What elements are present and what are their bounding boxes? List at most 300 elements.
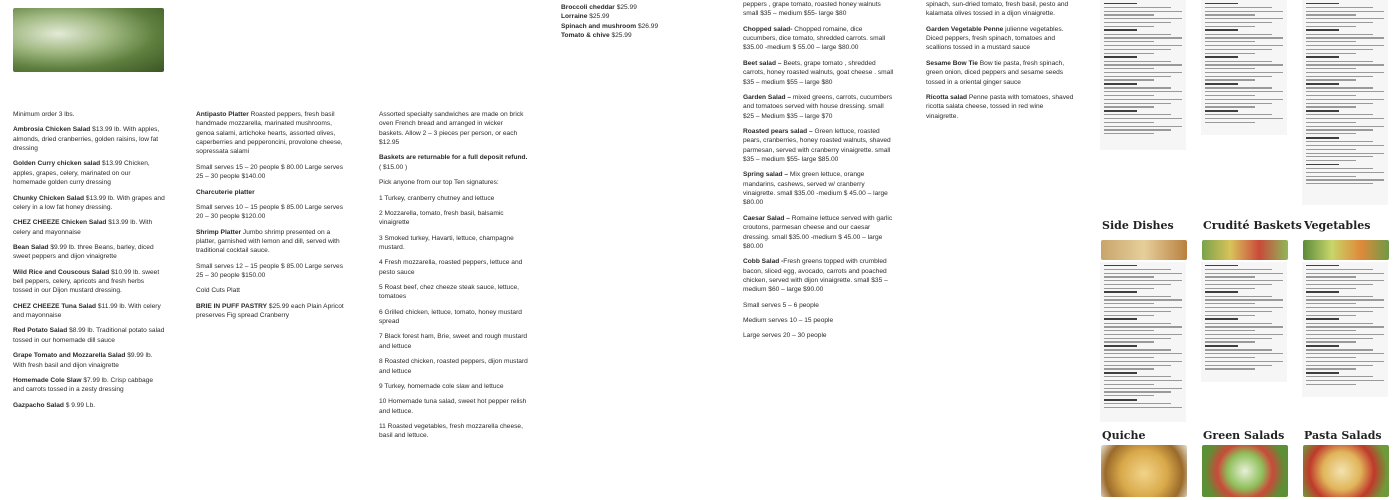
quiche-item-text: $25.99 [587,13,610,21]
green-salad-item [743,0,895,19]
thumb-text-line [1306,11,1384,12]
green-salad-item-title: Caesar Salad – [743,214,790,222]
thumb-text-line [1306,34,1373,35]
thumb-text-line [1104,291,1137,293]
platter-item [196,262,348,281]
thumb-text-line [1104,3,1137,5]
thumb-text-line [1306,118,1384,119]
thumb-text-line [1306,95,1356,96]
thumb-text-line [1306,380,1384,381]
thumb-text-line [1306,384,1356,385]
platter-item-title: Charcuterie platter [196,188,255,196]
salad-item [13,159,165,187]
thumb-text-line [1205,345,1238,347]
quiche-item-title: Lorraine [561,13,588,21]
thumb-text-line [1104,64,1182,65]
thumb-text-line [1104,34,1171,35]
green-salad-item-text: Small serves 5 – 6 people [743,301,819,309]
platter-item [196,286,348,295]
platter-item-text: Jumbo shrimp presented on a platter, garnished with lemon and dill, served with traditional cocktail sauce. [196,228,340,255]
green-salad-item-title: Beet salad – [743,59,782,67]
thumb-text-line [1306,156,1373,157]
green-salad-item-title: Spring salad – [743,171,789,179]
thumb-text-line [1306,22,1373,23]
pasta-salad-item-text: Penne pasta with tomatoes, shaved ricotta salata cheese, tossed in red wine vinaigrette. [926,93,1074,120]
green-salad-item-text: mixed greens, carrots, cucumbers and tomatoes served with house dressing. small $25 – Medium $35 – large $70 [743,93,893,120]
quiche-item-title: Tomato & chive [561,32,610,40]
thumb-text-line [1306,307,1384,308]
thumb-text-line [1104,299,1182,300]
green-salad-item [743,214,895,251]
thumb-text-line [1306,311,1373,312]
thumb-text-line [1306,99,1384,100]
green-salad-item-text: peppers , grape tomato, roasted honey walnuts small $35 – medium $55- large $80 [743,1,881,18]
thumb-text-line [1104,7,1171,8]
thumb-text-line [1104,103,1171,104]
thumb-text-line [1104,318,1137,320]
salad-item [13,376,165,395]
thumb-text-line [1306,18,1384,19]
thumb-text-line [1205,323,1272,324]
thumb-text-line [1306,168,1373,169]
sandwich-item [379,332,529,351]
platter-item [196,302,348,321]
thumb-text-line [1205,91,1283,92]
thumb-text-line [1306,87,1373,88]
thumb-text-line [1104,61,1171,62]
quiche-item-text: $26.99 [636,22,659,30]
col2-platters [196,110,348,410]
thumb-text-line [1306,315,1356,316]
green-salad-item [743,331,895,340]
thumb-page-3 [1302,0,1388,205]
salad-item-title: Red Potato Salad [13,327,68,335]
thumb-text-line [1306,334,1384,335]
pasta-salad-item-title: Garden Vegetable Penne [926,25,1004,33]
salad-item [13,302,165,321]
thumb-text-line [1306,330,1356,331]
pasta-salad-item [926,0,1076,19]
thumb-text-line [1306,273,1384,274]
thumb-page-5 [1201,262,1287,382]
platter-item-title: Shrimp Platter [196,228,242,236]
thumb-text-line [1104,372,1137,374]
thumb-text-line [1205,49,1272,50]
thumb-text-line [1104,83,1137,85]
thumb-text-line [1205,76,1272,77]
green-salad-item [743,170,895,207]
thumb-text-line [1205,68,1255,69]
sandwich-item-text: Pick anyone from our top Ten signatures: [379,179,499,187]
thumb-text-line [1205,318,1238,320]
thumb-text-line [1205,37,1283,38]
thumb-text-line [1306,137,1339,139]
thumb-text-line [1104,288,1154,289]
salad-item-text: $11.99 lb. With celery and mayonnaise [13,302,161,320]
thumb-text-line [1104,280,1182,281]
thumb-text-line [1205,349,1272,350]
thumb-text-line [1104,122,1154,123]
thumb-text-line [1205,296,1272,297]
col3-sandwich-baskets [379,110,529,500]
col4-green-salads [743,0,895,500]
salad-item-text: $9.99 lb. three Beans, barley, diced sweet peppers and dijon vinaigrette [13,243,154,261]
thumb-text-line [1306,345,1339,347]
thumb-text-line [1306,269,1373,270]
thumb-page-4 [1100,262,1186,422]
thumb-text-line [1306,49,1373,50]
quiche-item-text: $25.99 [609,32,632,40]
thumb-text-line [1306,129,1373,130]
salad-item-title: Gazpacho Salad [13,401,64,409]
thumb-text-line [1205,11,1283,12]
sandwich-item [379,110,529,147]
thumb-text-line [1104,403,1171,404]
green-salad-item [743,127,895,164]
thumb-text-line [1205,357,1255,358]
green-salad-item-text: Mix green lettuce, orange mandarins, cashews, served w/ cranberry vinaigrette. small $35.00 -medium $ 45.00 – large $80.00 [743,171,888,207]
thumb-heading-green-salads: Green Salads [1203,429,1285,442]
green-salad-item-title: Cobb Salad - [743,258,784,266]
salad-item [13,194,165,213]
thumb-text-line [1205,53,1255,54]
pasta-salad-item [926,59,1076,87]
sandwich-item [379,397,529,416]
sandwich-item-text: Assorted specialty sandwiches are made on brick oven French bread and arranged in wicker baskets. Allow 2 – 3 pieces per person, or each $12.95 [379,111,524,147]
thumb-text-line [1104,114,1171,115]
sandwich-item [379,422,529,441]
salad-item-title: CHEZ CHEEZE Tuna Salad [13,302,97,310]
thumb-text-line [1104,353,1182,354]
sandwich-item [379,234,529,253]
thumb-text-line [1306,56,1339,58]
thumb-text-line [1306,53,1356,54]
thumb-text-line [1306,83,1339,85]
green-salad-item-text: Medium serves 10 – 15 people [743,317,834,325]
thumb-text-line [1104,326,1182,327]
thumb-text-line [1306,41,1356,42]
thumb-text-line [1306,179,1384,180]
thumb-text-line [1104,380,1182,381]
green-salad-item-text: Beets, grape tomato , shredded carrots, honey roasted walnuts, goat cheese . small $35 – medium $55 – large $80 [743,59,894,86]
thumb-text-line [1205,7,1272,8]
thumb-text-line [1104,99,1182,100]
thumb-text-line [1104,56,1137,58]
thumb-text-line [1205,288,1255,289]
platter-item [196,228,348,256]
quiche-item-title: Broccoli cheddar [561,4,615,11]
thumb-text-line [1205,114,1272,115]
pasta-salad-item-title: Sesame Bow Tie [926,59,978,67]
thumb-text-line [1205,122,1255,123]
thumb-text-line [1104,296,1171,297]
thumb-text-line [1205,61,1272,62]
green-salad-item [743,257,895,294]
pasta-salad-item-text: Bow tie pasta, fresh spinach, green onion, diced peppers and sesame seeds tossed in a oriental ginger sauce [926,59,1065,86]
thumb-heading-quiche: Quiche [1102,429,1146,442]
thumb-text-line [1104,376,1171,377]
thumb-text-line [1104,49,1171,50]
thumb-text-line [1104,126,1182,127]
thumb-text-line [1205,284,1272,285]
salad-item [13,351,165,370]
thumb-text-line [1306,114,1373,115]
thumb-text-line [1104,391,1171,392]
thumb-text-line [1306,176,1356,177]
thumb-text-line [1306,122,1356,123]
thumb-text-line [1306,326,1384,327]
sandwich-item-text: 3 Smoked turkey, Havarti, lettuce, champagne mustard. [379,234,514,251]
thumb-text-line [1306,172,1384,173]
thumb-text-line [1306,296,1373,297]
salad-item-text: Minimum order 3 lbs. [13,111,75,118]
thumb-text-line [1306,338,1373,339]
salad-item-title: Bean Salad [13,243,49,251]
green-salad-item [743,316,895,325]
thumb-text-line [1306,79,1356,80]
thumb-text-line [1306,76,1373,77]
thumb-text-line [1306,323,1373,324]
thumb-text-line [1104,338,1171,339]
thumb-text-line [1104,91,1182,92]
pasta-salad-item [926,25,1076,53]
salad-item-title: Ambrosia Chicken Salad [13,126,91,134]
thumb-text-line [1104,269,1171,270]
sandwich-item [379,194,529,203]
thumb-text-line [1306,357,1356,358]
sandwich-item-text: 2 Mozzarella, tomato, fresh basil, balsamic vinaigrette [379,209,504,227]
thumb-text-line [1205,18,1283,19]
thumb-text-line [1104,265,1137,267]
thumb-text-line [1306,72,1384,73]
sandwich-item-text: 8 Roasted chicken, roasted peppers, dijon mustard and lettuce [379,358,528,375]
thumb-text-line [1205,34,1272,35]
thumb-text-line [1205,29,1238,31]
thumb-text-line [1306,183,1373,184]
thumb-text-line [1104,41,1154,42]
thumb-text-line [1205,99,1283,100]
quiche-item-title: Spinach and mushroom [561,22,637,30]
thumb-text-line [1306,276,1356,277]
thumb-page-1 [1100,0,1186,150]
thumb-text-line [1205,103,1272,104]
sandwich-item [379,357,529,376]
green-salad-item-text: Romaine lettuce served with garlic croutons, parmesan cheese and our caesar dressing. small $35.00 -medium $ 45.00 – large $80.00 [743,214,893,250]
thumb-text-line [1104,303,1154,304]
thumb-text-line [1306,372,1339,374]
thumb-text-line [1205,106,1255,107]
green-salad-item [743,301,895,310]
salad-item [13,218,165,237]
thumb-text-line [1104,273,1182,274]
platter-item-text: Roasted peppers, fresh basil handmade mozzarella, marinated mushrooms, genoa salami, artichoke hearts, assorted olives, caperberries and pepperoncini, provolone cheese, sopressata salami [196,111,343,156]
salad-item [13,243,165,262]
thumb-text-line [1306,365,1373,366]
thumb-text-line [1306,353,1384,354]
salad-item-text: $7.99 lb. Crisp cabbage and carrots tossed in a zesty dressing [13,376,154,394]
thumb-text-line [1104,53,1154,54]
sandwich-item-title: Baskets are returnable for a full deposit refund. [379,154,528,162]
thumb-text-line [1205,22,1272,23]
platter-item-title: Antipasto Platter [196,111,249,118]
salad-item-text: $ 9.99 Lb. [63,401,96,409]
sandwich-item-text: 9 Turkey, homemade cole slaw and lettuce [379,382,504,390]
sandwich-item [379,209,529,228]
thumb-text-line [1306,91,1384,92]
green-salad-item-text: Chopped romaine, dice cucumbers, dice tomato, shredded carrots. small $35.00 -medium $ 55.00 – large $80.00 [743,25,886,52]
thumb-text-line [1104,37,1182,38]
salad-item [13,401,165,410]
quiche-photo [1101,445,1187,497]
thumb-text-line [1205,276,1255,277]
thumb-text-line [1306,160,1356,161]
thumb-text-line [1306,3,1339,5]
thumb-text-line [1205,341,1255,342]
thumb-text-line [1306,29,1339,31]
thumb-text-line [1104,276,1154,277]
sandwich-item [379,283,529,302]
thumb-text-line [1104,95,1154,96]
salad-item-title: Golden Curry chicken salad [13,160,101,168]
thumb-text-line [1205,269,1272,270]
thumb-text-line [1205,3,1238,5]
green-salad-item-title: Chopped salad- [743,25,793,33]
thumb-text-line [1306,141,1373,142]
quiche-item [561,12,711,21]
green-salad-item [743,25,895,53]
thumb-text-line [1205,368,1255,369]
thumb-text-line [1205,307,1283,308]
thumb-text-line [1104,368,1154,369]
salad-item [13,125,165,153]
col3-quiche-and-sandwiches-top [561,3,711,53]
platter-item-title: BRIE IN PUFF PASTRY [196,302,268,310]
sandwich-item-text: 4 Fresh mozzarella, roasted peppers, lettuce and pesto sauce [379,259,523,276]
sandwich-item-text: ( $15.00 ) [379,163,408,171]
pasta-salad-item [926,93,1076,121]
thumb-text-line [1104,384,1154,385]
thumb-text-line [1306,103,1373,104]
thumb-text-line [1104,18,1182,19]
thumb-text-line [1104,29,1137,31]
quiche-item [561,22,711,31]
salad-item-text: $10.99 lb. sweet bell peppers, celery, apricots and fresh herbs tossed in our Dijon mustard dressing. [13,268,160,295]
thumb-text-line [1306,376,1373,377]
thumb-text-line [1205,26,1255,27]
sandwich-item-text: 1 Turkey, cranberry chutney and lettuce [379,194,495,202]
salad-item-text: $13.99 Chicken, apples, grapes, celery, marinated on our homemade golden curry dressing [13,160,150,187]
thumb-text-line [1104,133,1154,134]
thumb-text-line [1104,315,1154,316]
quiche-item [561,3,711,12]
thumb-text-line [1205,273,1283,274]
thumb-text-line [1205,315,1255,316]
salad-item-title: Wild Rice and Couscous Salad [13,268,110,276]
thumb-text-line [1306,291,1339,293]
salad-item-title: CHEZ CHEEZE Chicken Salad [13,219,107,227]
salad-item-text: $13.99 lb. With apples, almonds, dried cranberries, golden raisins, low fat dressing [13,126,160,153]
quiche-item-text: $25.99 [614,4,637,11]
thumb-text-line [1104,45,1182,46]
thumb-text-line [1306,299,1384,300]
thumb-text-line [1306,45,1384,46]
thumb-text-line [1205,326,1283,327]
sandwich-item [379,153,529,172]
green-salad-item-text: Large serves 20 – 30 people [743,332,827,340]
thumb-text-line [1205,291,1238,293]
thumb-text-line [1205,87,1272,88]
thumb-heading-side-dishes: Side Dishes [1102,219,1174,232]
thumb-text-line [1306,126,1384,127]
salad-item-text: $13.99 lb. With grapes and celery in a low fat honey dressing. [13,194,165,211]
thumb-text-line [1104,361,1182,362]
thumb-text-line [1306,64,1384,65]
thumb-text-line [1306,149,1356,150]
sandwich-item [379,258,529,277]
salad-item [13,110,165,119]
green-salad-item-title: Roasted pears salad – [743,127,813,135]
green-salad-item [743,59,895,87]
thumb-text-line [1205,64,1283,65]
thumb-text-line [1306,26,1356,27]
platter-item-text: Small serves 10 – 15 people $ 85.00 Large serves 20 – 30 people $120.00 [196,203,343,221]
salad-item-title: Homemade Cole Slaw [13,376,82,384]
platter-item [196,110,348,157]
salad-item-title: Chunky Chicken Salad [13,194,85,202]
platter-item [196,203,348,222]
thumb-text-line [1306,280,1384,281]
thumb-text-line [1104,79,1154,80]
thumb-text-line [1104,72,1182,73]
thumb-text-line [1104,118,1182,119]
thumb-text-line [1306,265,1339,267]
col5-pasta-salads [926,0,1076,170]
thumb-text-line [1104,76,1171,77]
thumb-text-line [1205,41,1255,42]
thumb-text-line [1205,118,1283,119]
thumb-page-6 [1302,262,1388,397]
thumb-text-line [1104,68,1154,69]
sandwich-item [379,308,529,327]
pasta-salad-item-title: Ricotta salad [926,93,968,101]
salad-item [13,326,165,345]
sandwich-item-text: 11 Roasted vegetables, fresh mozzarella cheese, basil and lettuce. [379,422,523,440]
thumb-text-line [1306,145,1384,146]
platter-item-text: Cold Cuts Platt [196,287,240,295]
thumb-text-line [1306,361,1384,362]
thumb-text-line [1306,368,1356,369]
thumb-text-line [1104,26,1154,27]
salad-item-title: Grape Tomato and Mozzarella Salad [13,352,126,360]
quiche-item [561,31,711,40]
thumb-text-line [1205,334,1283,335]
thumb-page-2 [1201,0,1287,135]
thumb-text-line [1205,110,1238,112]
thumb-text-line [1205,83,1238,85]
thumb-text-line [1306,110,1339,112]
thumb-text-line [1104,311,1171,312]
thumb-text-line [1306,133,1356,134]
thumb-text-line [1205,95,1255,96]
thumb-text-line [1205,280,1283,281]
thumb-text-line [1104,388,1182,389]
thumb-text-line [1205,365,1272,366]
thumb-text-line [1205,56,1238,58]
thumb-text-line [1104,22,1171,23]
col1-salads-by-pound [13,110,165,500]
thumb-text-line [1104,349,1171,350]
thumb-text-line [1306,164,1339,166]
